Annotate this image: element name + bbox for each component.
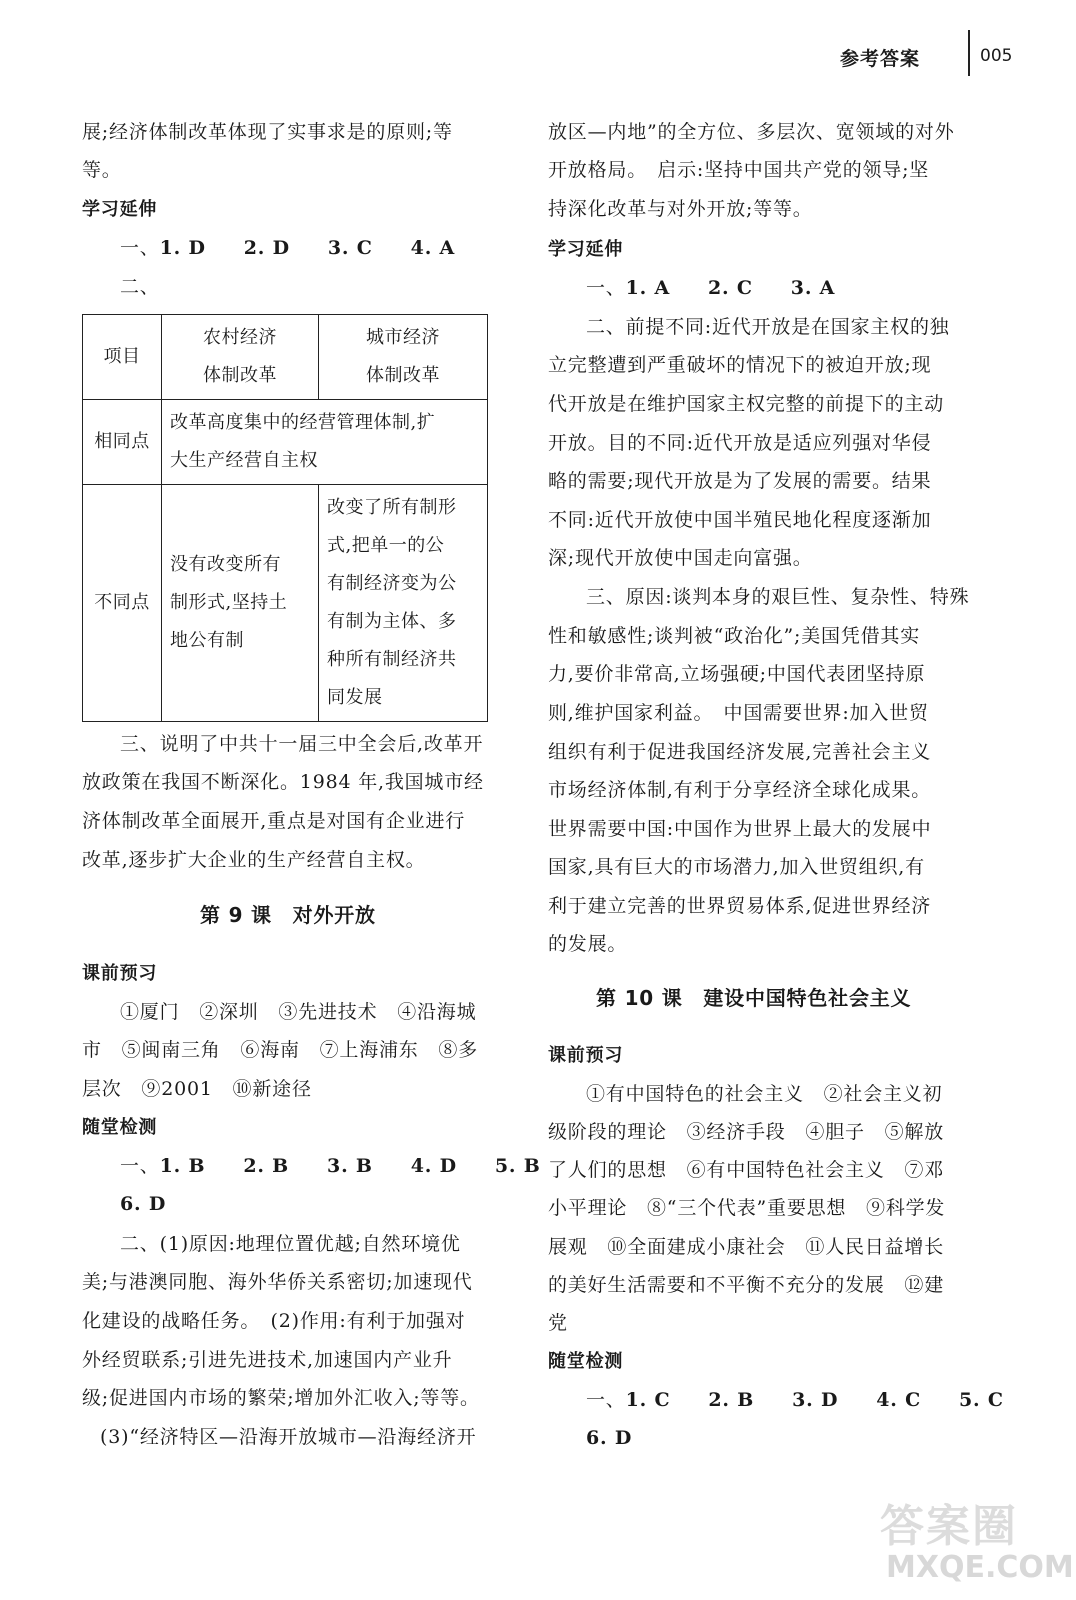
text-line: 美;与港澳同胞、海外华侨关系密切;加速现代 [82,1271,473,1293]
answer-row [120,1154,541,1178]
cell-line: 改变了所有制形 [327,497,457,518]
text-line: 二、 [120,276,160,298]
answer: 1. B [159,1155,206,1177]
answer: 3. B [327,1155,373,1177]
text-line: 则,维护国家利益。 中国需要世界:加入世贸 [548,702,929,724]
cell-line: 式,把单一的公 [327,535,445,556]
answer: 6. D [120,1193,167,1215]
table-row [83,485,488,722]
section-heading-xxys: 学习延伸 [548,239,624,260]
text-line: 放政策在我国不断深化。1984 年,我国城市经 [82,771,484,793]
text-line: 化建设的战略任务。 (2)作用:有利于加强对 [82,1310,466,1332]
text-line: 市场经济体制,有利于分享经济全球化成果。 [548,779,932,801]
cell-line: 改革高度集中的经营管理体制,扩 [170,412,436,433]
answer: 5. B [494,1155,541,1177]
table-header-cell [319,315,488,400]
cell-line: 制形式,坚持土 [170,592,288,613]
text-line: 改革,逐步扩大企业的生产经营自主权。 [82,849,426,871]
answer: 4. C [876,1389,922,1411]
text-line: 组织有利于促进我国经济发展,完善社会主义 [548,741,932,763]
cell-line: 体制改革 [366,365,440,386]
text-line: 展观 ⑩全面建成小康社会 ⑪人民日益增长 [548,1236,945,1258]
text-line: ①厦门 ②深圳 ③先进技术 ④沿海城 [120,1001,477,1023]
cell-line: 地公有制 [170,630,244,651]
text-line: ①有中国特色的社会主义 ②社会主义初 [586,1083,943,1105]
answer: 4. D [410,1155,457,1177]
cell-line: 种所有制经济共 [327,649,457,670]
section-heading-kqyx: 课前预习 [548,1045,624,1066]
text-line: 小平理论 ⑧“三个代表”重要思想 ⑨科学发 [548,1197,946,1219]
text-line: 略的需要;现代开放是为了发展的需要。结果 [548,470,932,492]
text-line: 持深化改革与对外开放;等等。 [548,198,813,220]
section-heading-stjc: 随堂检测 [548,1351,624,1372]
cell-line: 体制改革 [203,365,277,386]
cell-line: 有制经济变为公 [327,573,457,594]
answer-row [120,236,455,260]
answer: 3. A [790,277,836,299]
text-line: 利于建立完善的世界贸易体系,促进世界经济 [548,895,932,917]
text-line: 的美好生活需要和不平衡不充分的发展 ⑫建 [548,1274,945,1296]
text-line: 展;经济体制改革体现了实事求是的原则;等 [82,121,453,143]
watermark-url: MXQE.COM [886,1550,1074,1585]
answer-prefix: 一、 [586,1389,626,1411]
text-line: 代开放是在维护国家主权完整的前提下的主动 [548,393,945,415]
page-number: 005 [980,46,1013,66]
answer: 6. D [586,1427,633,1449]
text-line: 层次 ⑨2001 ⑩新途径 [82,1078,312,1100]
lesson-title-10: 第 10 课 建设中国特色社会主义 [596,986,912,1010]
text-line: 立完整遭到严重破坏的情况下的被迫开放;现 [548,354,932,376]
text-line: 开放。目的不同:近代开放是适应列强对华侵 [548,432,932,454]
text-line: 外经贸联系;引进先进技术,加速国内产业升 [82,1349,453,1371]
answer: 3. C [327,237,373,259]
answer-row [586,276,835,300]
section-heading-kqyx: 课前预习 [82,963,158,984]
table-cell [319,485,488,722]
answer: 1. D [159,237,206,259]
cell-line: 城市经济 [366,327,440,348]
table-row [83,400,488,485]
answer: 2. D [243,237,290,259]
cell-line: 有制为主体、多 [327,611,457,632]
section-heading-xxys: 学习延伸 [82,199,158,220]
answer: 1. C [625,1389,671,1411]
text-line: 力,要价非常高,立场强硬;中国代表团坚持原 [548,663,926,685]
text-line: 国家,具有巨大的市场潜力,加入世贸组织,有 [548,856,925,878]
table-row-label: 相同点 [83,400,162,485]
text-line: 的发展。 [548,933,628,955]
text-line: 二、(1)原因:地理位置优越;自然环境优 [120,1233,461,1255]
lesson-title-9: 第 9 课 对外开放 [200,903,376,927]
comparison-table [82,314,488,722]
text-line: 党 [548,1312,568,1334]
cell-line: 同发展 [327,687,383,708]
table-header-cell [162,315,319,400]
answer: 2. B [243,1155,290,1177]
text-line: 世界需要中国:中国作为世界上最大的发展中 [548,818,932,840]
answer: 4. A [410,237,456,259]
answer-prefix: 一、 [586,277,626,299]
answer-row [586,1388,1004,1412]
text-line: 深;现代开放使中国走向富强。 [548,547,813,569]
answer: 1. A [625,277,671,299]
text-line: 了人们的思想 ⑥有中国特色社会主义 ⑦邓 [548,1159,945,1181]
answer: 3. D [792,1389,839,1411]
table-row-label: 不同点 [83,485,162,722]
cell-line: 大生产经营自主权 [170,450,318,471]
table-header-cell: 项目 [83,315,162,400]
text-line: 济体制改革全面展开,重点是对国有企业进行 [82,810,466,832]
text-line: 三、原因:谈判本身的艰巨性、复杂性、特殊 [586,586,970,608]
text-line: 三、说明了中共十一届三中全会后,改革开 [120,733,484,755]
running-header-title: 参考答案 [840,48,921,70]
watermark [880,1490,1074,1595]
answer: 2. C [708,277,753,299]
table-header-row [83,315,488,400]
text-line: 等。 [82,159,122,181]
table-cell [162,485,319,722]
table-cell [162,400,488,485]
answer: 2. B [708,1389,755,1411]
text-line: 二、前提不同:近代开放是在国家主权的独 [586,316,950,338]
answer-prefix: 一、 [120,1155,160,1177]
text-line: 级阶段的理论 ③经济手段 ④胆子 ⑤解放 [548,1121,945,1143]
answer: 5. C [959,1389,1004,1411]
text-line: 不同:近代开放使中国半殖民地化程度逐渐加 [548,509,932,531]
text-line: (3)“经济特区—沿海开放城市—沿海经济开 [100,1426,477,1448]
answer-prefix: 一、 [120,237,160,259]
cell-line: 没有改变所有 [170,554,281,575]
cell-line: 农村经济 [203,327,277,348]
text-line: 开放格局。 启示:坚持中国共产党的领导;坚 [548,159,930,181]
section-heading-stjc: 随堂检测 [82,1117,158,1138]
text-line: 性和敏感性;谈判被“政治化”;美国凭借其实 [548,625,921,647]
header-divider [968,30,970,76]
watermark-logo-text: 答案圈 [880,1501,1018,1552]
text-line: 级;促进国内市场的繁荣;增加外汇收入;等等。 [82,1387,480,1409]
text-line: 市 ⑤闽南三角 ⑥海南 ⑦上海浦东 ⑧多 [82,1039,479,1061]
text-line: 放区—内地”的全方位、多层次、宽领域的对外 [548,121,955,143]
